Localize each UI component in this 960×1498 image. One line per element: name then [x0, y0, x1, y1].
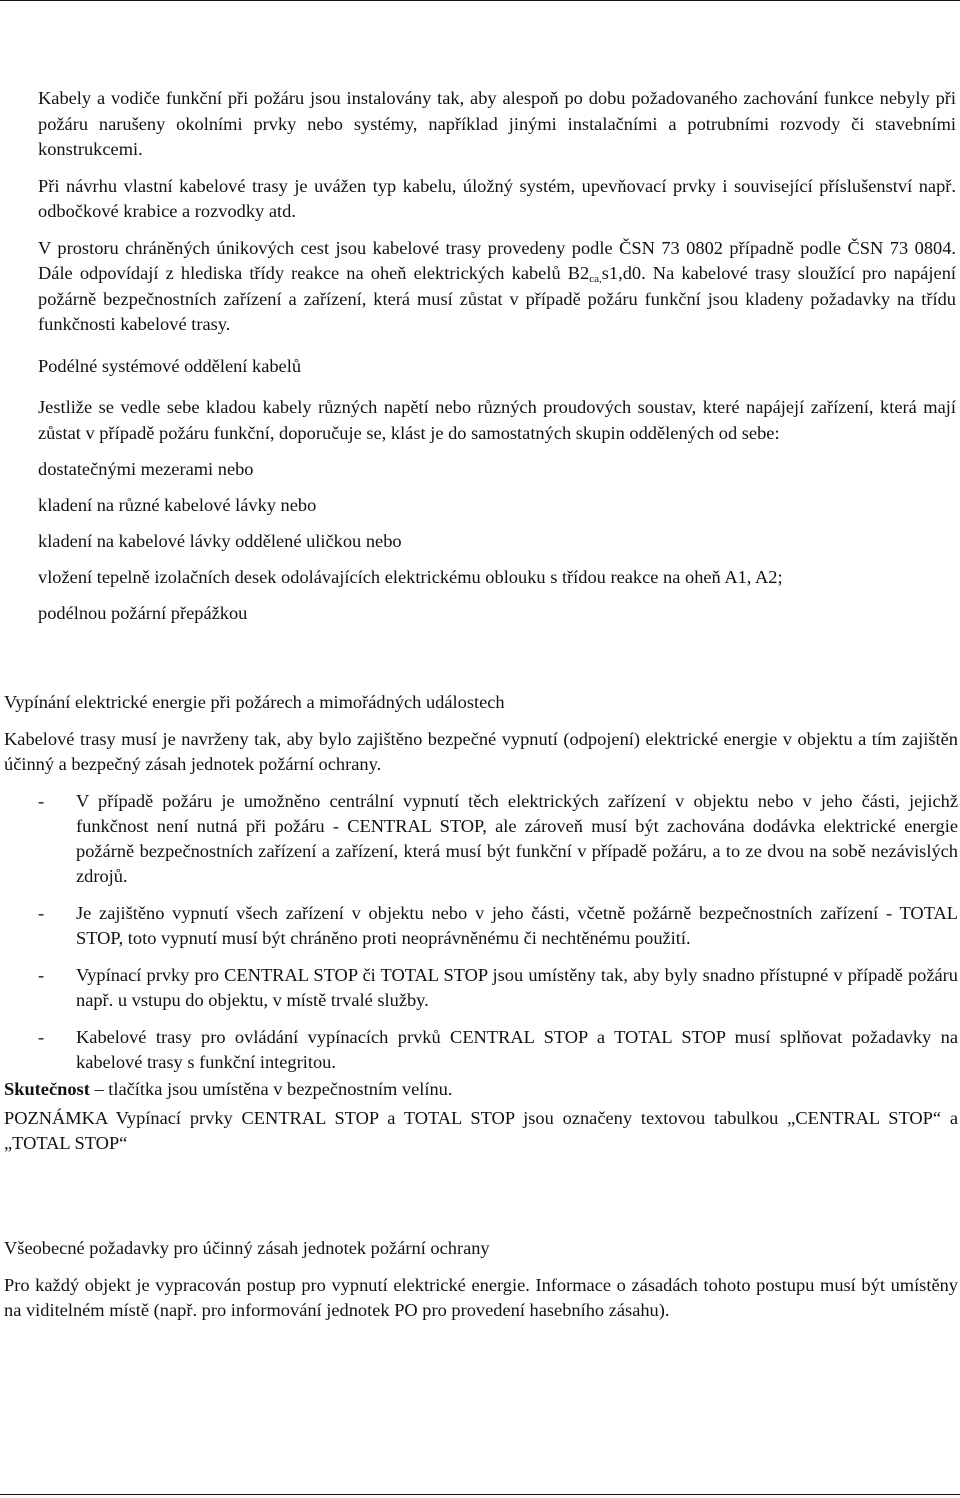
dash-item-text: Vypínací prvky pro CENTRAL STOP či TOTAL STOP jsou umístěny tak, aby byly snadno přístupné v případě požáru např. u vstupu do objektu, v místě trvalé služby. [76, 965, 958, 1010]
list-item: vložení tepelně izolačních desek odolávajících elektrickému oblouku s třídou reakce na oheň A1, A2; [38, 567, 783, 588]
dash-list-item [4, 901, 958, 951]
section-cable-routes [38, 86, 956, 637]
list-item: kladení na kabelové lávky oddělené uličkou nebo [38, 531, 402, 552]
paragraph-fact [4, 1077, 958, 1102]
paragraph-shutdown-intro: Kabelové trasy musí je navrženy tak, aby bylo zajištěno bezpečné vypnutí (odpojení) elektrické energie v objektu a tím zajištěn účinný a bezpečný zásah jednotek požární ochrany. [4, 729, 958, 774]
bottom-rule [0, 1494, 960, 1495]
fact-label: Skutečnost [4, 1079, 90, 1099]
dash-marker: - [38, 903, 45, 923]
class-subscript: ca, [589, 273, 602, 285]
dash-item-text: V případě požáru je umožněno centrální vypnutí těch elektrických zařízení v objektu nebo v jeho části, jejichž funkčnost není nutná při požáru - CENTRAL STOP, ale zároveň musí být zachována dodávka elektrické energie požárně bezpečnostních zařízení a zařízení, která musí být funkční v případě požáru, a to ze dvou na sobě nezávislých zdrojů. [76, 791, 958, 886]
dash-list-item [4, 1025, 958, 1075]
section-power-shutdown [4, 690, 958, 1166]
heading-power-shutdown: Vypínání elektrické energie při požárech a mimořádných událostech [4, 692, 505, 712]
escape-routes-text-2: s1,d0. Na kabelové trasy sloužící pro napájení požárně bezpečnostních zařízení a zařízení, která musí zůstat v případě požáru funkční jsou kladeny požadavky na třídu funkčnosti kabelové trasy. [38, 263, 957, 334]
dash-marker: - [38, 965, 45, 985]
dash-item-text: Kabelové trasy pro ovládání vypínacích prvků CENTRAL STOP a TOTAL STOP musí splňovat požadavky na kabelové trasy s funkční integritou. [76, 1027, 958, 1072]
dash-item-text: Je zajištěno vypnutí všech zařízení v objektu nebo v jeho části, včetně požárně bezpečnostních zařízení - TOTAL STOP, toto vypnutí musí být chráněno proti neoprávněnému či nechtěnému použití. [76, 903, 958, 948]
escape-routes-text-1: V prostoru chráněných únikových cest jsou kabelové trasy provedeny podle ČSN 73 0802 případně podle ČSN 73 0804. Dále odpovídají z hlediska třídy reakce na oheň elektrických kabelů B2 [38, 237, 956, 283]
dash-marker: - [38, 791, 45, 811]
section-general-requirements [4, 1236, 958, 1335]
paragraph-separation-recommendation: Jestliže se vedle sebe kladou kabely různých napětí nebo různých proudových soustav, které napájejí zařízení, která mají zůstat v případě požáru funkční, doporučuje se, klást je do samostatných skupin oddělených od sebe: [38, 397, 956, 443]
paragraph-cables-installation: Kabely a vodiče funkční při požáru jsou instalovány tak, aby alespoň po dobu požadovaného zachování funkce nebyly při požáru narušeny okolními prvky nebo systémy, například jinými instalačními a potrubními rozvody či stavebními konstrukcemi. [38, 88, 956, 159]
heading-general-requirements: Všeobecné požadavky pro účinný zásah jednotek požární ochrany [4, 1238, 490, 1258]
list-item: podélnou požární přepážkou [38, 603, 248, 624]
dash-list-item [4, 963, 958, 1013]
top-rule [0, 0, 960, 1]
paragraph-route-design: Při návrhu vlastní kabelové trasy je uvážen typ kabelu, úložný systém, upevňovací prvky i související příslušenství např. odbočkové krabice a rozvodky atd. [38, 175, 956, 221]
paragraph-escape-routes [38, 236, 956, 338]
paragraph-general-requirements: Pro každý objekt je vypracován postup pro vypnutí elektrické energie. Informace o zásadách tohoto postupu musí být umístěny na viditelném místě (např. pro informování jednotek PO pro provedení hasebního zásahu). [4, 1275, 958, 1320]
list-item: dostatečnými mezerami nebo [38, 459, 254, 479]
paragraph-note: POZNÁMKA Vypínací prvky CENTRAL STOP a TOTAL STOP jsou označeny textovou tabulkou „CENTRAL STOP“ a „TOTAL STOP“ [4, 1108, 958, 1153]
heading-longitudinal-separation: Podélné systémové oddělení kabelů [38, 355, 302, 376]
dash-list-item [4, 789, 958, 889]
dash-marker: - [38, 1027, 45, 1047]
fact-text: – tlačítka jsou umístěna v bezpečnostním velínu. [89, 1079, 453, 1099]
list-item: kladení na různé kabelové lávky nebo [38, 495, 317, 516]
